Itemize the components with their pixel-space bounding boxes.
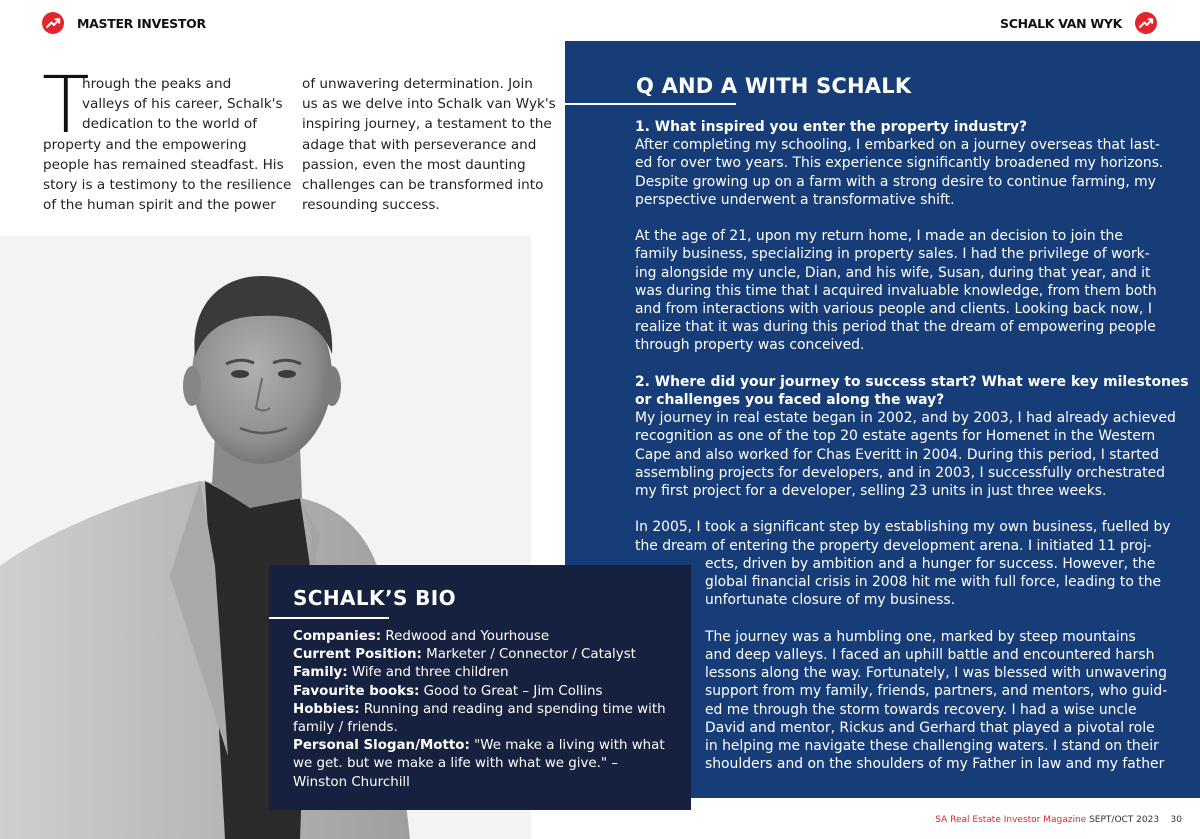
answer-line: family business, specializing in property sales. I had the privilege of work- [635, 246, 1150, 263]
answer-line: The journey was a humbling one, marked by steep mountains [705, 628, 1136, 645]
drop-cap: T [42, 61, 90, 151]
answer-line: through property was conceived. [635, 337, 865, 354]
answer-line: shoulders and on the shoulders of my Father in law and my father [705, 756, 1165, 773]
bio-motto-cont: Winston Churchill [293, 774, 410, 790]
intro-line: challenges can be transformed into [302, 177, 544, 194]
intro-line: resounding success. [302, 197, 440, 214]
answer-line: the dream of entering the property development arena. I initiated 11 proj- [635, 537, 1152, 554]
answer-line: After completing my schooling, I embarked on a journey overseas that last- [635, 137, 1160, 154]
answer-line: my first project for a developer, selling 23 units in just three weeks. [635, 483, 1107, 500]
answer-line: assembling projects for developers, and in 2003, I successfully orchestrated [635, 464, 1165, 481]
bio-title-rule [269, 617, 389, 619]
intro-line: property and the empowering [43, 136, 247, 153]
bio-position: Current Position: Marketer / Connector / Catalyst [293, 647, 636, 663]
bio-motto: Personal Slogan/Motto: "We make a living with what [293, 738, 665, 754]
answer-line: In 2005, I took a significant step by establishing my own business, fuelled by [635, 519, 1171, 536]
answer-line: in helping me navigate these challenging waters. I stand on their [705, 737, 1159, 754]
trend-arrow-icon [1135, 12, 1157, 34]
bio-family: Family: Wife and three children [293, 665, 509, 681]
answer-line: Cape and also worked for Chas Everitt in 2004. During this period, I started [635, 446, 1159, 463]
page-number: 30 [1170, 815, 1182, 825]
qa-title: Q AND A WITH SCHALK [636, 74, 912, 98]
answer-line: At the age of 21, upon my return home, I made an decision to join the [635, 228, 1123, 245]
bio-hobbies: Hobbies: Running and reading and spending time with [293, 701, 666, 717]
intro-line: hrough the peaks and [82, 76, 232, 92]
intro-column-2 [302, 74, 556, 215]
intro-line: of the human spirit and the power [43, 197, 276, 214]
answer-line: ed me through the storm towards recovery. I had a wise uncle [705, 701, 1137, 718]
section-label: MASTER INVESTOR [77, 16, 206, 31]
answer-line: unfortunate closure of my business. [705, 592, 956, 609]
answer-line: My journey in real estate began in 2002, and by 2003, I had already achieved [635, 410, 1176, 427]
intro-line: us as we delve into Schalk van Wyk's [302, 96, 556, 113]
magazine-name: SA Real Estate Investor Magazine [935, 815, 1087, 825]
question-1: 1. What inspired you enter the property industry? [635, 119, 1028, 135]
intro-line: inspiring journey, a testament to the [302, 116, 552, 133]
answer-line: perspective underwent a transformative shift. [635, 191, 955, 208]
intro-column-1 [42, 61, 292, 215]
issue-date: SEPT/OCT 2023 [1089, 815, 1160, 825]
answer-line: support from my family, friends, partners, and mentors, who guid- [705, 683, 1168, 700]
answer-line: and deep valleys. I faced an uphill battle and encountered harsh [705, 646, 1155, 663]
intro-line: adage that with perseverance and [302, 136, 537, 153]
bio-companies: Companies: Redwood and Yourhouse [293, 629, 550, 644]
bio-title: SCHALK’S BIO [293, 586, 456, 610]
intro-line: people has remained steadfast. His [43, 156, 284, 173]
intro-line: of unwavering determination. Join [302, 76, 533, 92]
answer-line: lessons along the way. Fortunately, I was blessed with unwavering [705, 665, 1167, 682]
intro-line: passion, even the most daunting [302, 156, 526, 173]
intro-line: valleys of his career, Schalk's [82, 96, 283, 113]
intro-line: story is a testimony to the resilience [43, 177, 292, 194]
answer-line: realize that it was during this period that the dream of empowering people [635, 319, 1156, 336]
trend-arrow-icon [42, 12, 64, 34]
answer-line: Despite growing up on a farm with a strong desire to continue farming, my [635, 173, 1156, 190]
bio-motto-cont: we get. but we make a life with what we give." – [293, 756, 619, 772]
answer-line: ects, driven by ambition and a hunger for success. However, the [705, 555, 1156, 572]
answer-line: was during this time that I acquired invaluable knowledge, from them both [635, 282, 1157, 299]
answer-line: David and mentor, Rickus and Gerhard that played a pivotal role [705, 719, 1155, 736]
page-footer [935, 815, 1182, 825]
bio-hobbies-cont: family / friends. [293, 720, 398, 736]
answer-line: ing alongside my uncle, Dian, and his wife, Susan, during that year, and it [635, 264, 1151, 281]
answer-line: recognition as one of the top 20 estate agents for Homenet in the Western [635, 428, 1156, 445]
subject-name: SCHALK VAN WYK [1000, 16, 1122, 31]
question-2: 2. Where did your journey to success start? What were key milestones [635, 373, 1189, 390]
bio-details [293, 628, 683, 792]
intro-line: dedication to the world of [82, 116, 258, 133]
answer-line: global financial crisis in 2008 hit me with full force, leading to the [705, 574, 1162, 591]
answer-line: and from interactions with various people and clients. Looking back now, I [635, 301, 1152, 318]
bio-books: Favourite books: Good to Great – Jim Collins [293, 683, 603, 699]
answer-line: ed for over two years. This experience significantly broadened my horizons. [635, 155, 1164, 172]
qa-title-rule [565, 103, 736, 105]
qa-body [635, 118, 1189, 773]
question-2: or challenges you faced along the way? [635, 392, 945, 409]
